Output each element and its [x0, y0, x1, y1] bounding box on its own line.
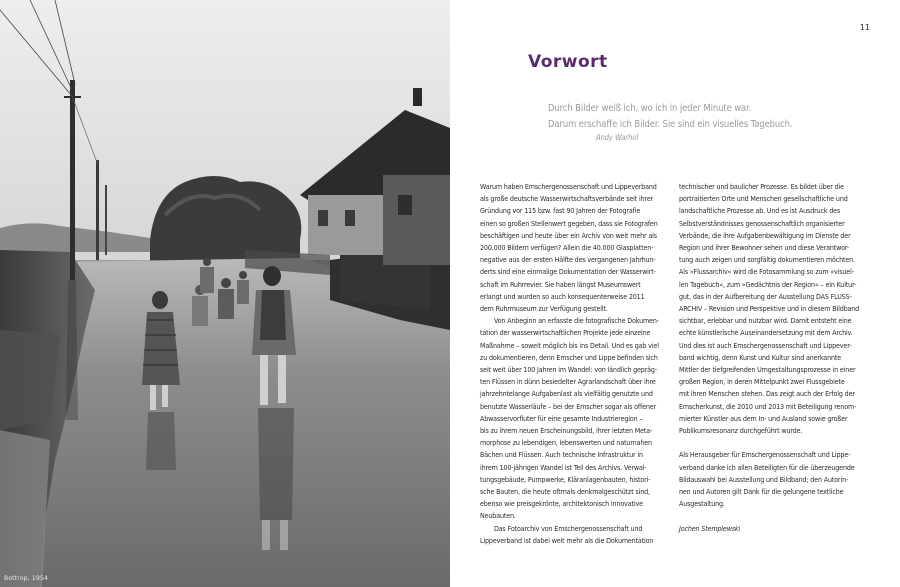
- text-page: [450, 0, 900, 587]
- body-text-line: als große deutsche Wasserwirtschaftsverbände seit ihrer: [480, 194, 654, 204]
- body-text-line: morphose zu lebendigen, lebenswerten und naturnahen: [480, 438, 652, 448]
- body-text-line: Und dies ist auch Emschergenossenschaft und Lippever-: [679, 340, 852, 350]
- body-text-line: Verbände, die ihre Aufgabenbewältigung im Dienste der: [679, 230, 851, 240]
- body-text-line: jahrzehntelange Aufgabenlast als vielfältig genutzte und: [480, 389, 653, 399]
- body-text-line: ebenso wie preisgekrönte, architektonisch innovative: [480, 499, 643, 509]
- body-text-line: band wichtig, denn Kunst und Kultur sind anerkannte: [679, 352, 841, 362]
- body-text-line: einen so großen Stellenwert gegeben, dass sie Fotografen: [480, 218, 658, 228]
- body-text-line: Publikumsresonanz durchgeführt wurde.: [679, 426, 803, 436]
- body-text-line: nen und Autoren gilt Dank für die gelungene textliche: [679, 487, 844, 497]
- body-column-left: [480, 181, 676, 547]
- body-text-line: zu dokumentieren, denn Emscher und Lippe befinden sich: [480, 352, 658, 362]
- body-column-right: [679, 181, 879, 535]
- body-text-line: erlangt und wurden so auch konsequenterweise 2011: [480, 291, 645, 301]
- body-text-line: tation der wasserwirtschaftlichen Projekte jede einzelne: [480, 328, 651, 338]
- page-number: 11: [859, 23, 870, 32]
- body-text-line: mit ihren Menschen stehen. Das zeigt auch der Erfolg der: [679, 389, 855, 399]
- body-text-line: gut, das in der Aufbereitung der Ausstellung DAS FLUSS-: [679, 291, 852, 301]
- page-title: Vorwort: [528, 52, 608, 72]
- body-text-line: Abwasservorfluter für eine gesamte Industrieregion –: [480, 413, 643, 423]
- body-text-line: ten Flüssen in dünn besiedelter Agrarlandschaft über ihre: [480, 377, 656, 387]
- body-text-line: tungsgebäude, Pumpwerke, Kläranlagenbauten, histori-: [480, 474, 651, 484]
- body-text-line: schaft im Ruhrrevier. Sie haben längst Museumswert: [480, 279, 641, 289]
- body-text-line: technischer und baulicher Prozesse. Es bildet über die: [679, 182, 844, 191]
- body-text-line: landschaftliche Prozesse ab. Und es ist Ausdruck des: [679, 206, 841, 216]
- body-text-line: echte künstlerische Auseinandersetzung mit dem Archiv.: [679, 328, 853, 338]
- body-text-line: Als Herausgeber für Emschergenossenschaft und Lippe-: [679, 450, 851, 460]
- body-text-line: 200.000 Bildern verfügen? Allein die 40.000 Glasplatten-: [480, 243, 654, 253]
- body-text-line: len Tagebuch«, zum »Gedächtnis der Region« – ein Kultur-: [679, 279, 857, 289]
- body-text-line: benutzte Wasserläufe – bei der Emscher sogar als offener: [480, 401, 656, 411]
- body-text-line: Emscherkunst, die 2010 und 2013 mit Beteiligung renom-: [679, 401, 857, 411]
- body-text-line: Ausgestaltung.: [679, 499, 725, 509]
- body-text-line: sche Bauten, die heute oftmals denkmalgeschützt sind,: [480, 487, 650, 497]
- body-text-line: Mittler der tiefgreifenden Umgestaltungsprozesse in einer: [679, 365, 856, 375]
- body-text-line: seit weit über 100 Jahren im Wandel: von ländlich gepräg-: [480, 365, 657, 375]
- body-text-line: ARCHIV – Revision und Perspektive und in diesem Bildband: [679, 304, 860, 314]
- body-text-line: Von Anbeginn an erfasste die fotografische Dokumen-: [494, 316, 659, 326]
- body-text-line: tung auch zeigen und sorgfältig dokumentieren möchten.: [679, 255, 855, 265]
- body-text-line: Neubauten.: [480, 511, 516, 521]
- body-text-line: ihrem 100-jährigen Wandel ist Teil des Archivs. Verwal-: [480, 462, 647, 472]
- body-text-line: Gründung vor 115 bzw. fast 90 Jahren der Fotografie: [480, 206, 641, 216]
- body-text-line: Warum haben Emschergenossenschaft und Lippeverband: [480, 182, 657, 191]
- body-text-line: verband danke ich allen Beteiligten für die überzeugende: [679, 462, 855, 472]
- body-text-line: portraitierten Orte und Menschen gesellschaftliche und: [679, 194, 848, 204]
- body-text-line: Selbstverständnisses genossenschaftlich organisierter: [679, 218, 845, 228]
- body-text-line: bis zu ihrem neuen Erscheinungsbild, ihrer letzten Meta-: [480, 426, 653, 436]
- body-text-line: dem Ruhrmuseum zur Verfügung gestellt.: [480, 304, 608, 314]
- epigraph-author: Andy Warhol: [596, 133, 639, 142]
- body-text-line: Bildauswahl bei Ausstellung und Bildband; den Autorin-: [679, 474, 849, 484]
- author-signature: Jochen Stemplewski: [679, 523, 741, 533]
- epigraph-quote: [548, 101, 858, 143]
- body-text-line: sichtbar, erlebbar und nutzbar wird. Damit entsteht eine: [679, 316, 852, 326]
- body-text-line: großen Region, in deren Mittelpunkt zwei Flussgebiete: [679, 377, 845, 387]
- body-text-line: mierter Künstler aus dem In- und Ausland sowie großer: [679, 413, 848, 423]
- body-text-line: Als »Flussarchiv« wird die Fotosammlung so zum »visuel-: [679, 267, 854, 277]
- paragraph-gap: [679, 437, 879, 449]
- epigraph-line: Darum erschaffe ich Bilder. Sie sind ein visuelles Tagebuch.: [548, 118, 793, 130]
- photo-caption: Bottrop, 1954: [4, 575, 48, 582]
- body-text-line: derts sind eine einmalige Dokumentation der Wasserwirt-: [480, 267, 656, 277]
- body-text-line: Maßnahme – soweit möglich bis ins Detail. Und es gab viel: [480, 340, 659, 350]
- body-text-line: Bächen und Flüssen. Auch technische Infrastruktur in: [480, 450, 643, 460]
- body-text-line: beschäftigen und heute über ein Archiv von weit mehr als: [480, 230, 657, 240]
- epigraph-line: Durch Bilder weiß ich, wo ich in jeder Minute war.: [548, 103, 752, 114]
- body-text-line: Das Fotoarchiv von Emschergenossenschaft und: [494, 523, 643, 533]
- body-text-line: Region und ihrer Bewohner sehen und diese Verantwor-: [679, 243, 850, 253]
- body-text-line: negative aus der ersten Hälfte des vergangenen Jahrhun-: [480, 255, 656, 265]
- body-text-line: Lippeverband ist dabei weit mehr als die Dokumentation: [480, 535, 654, 545]
- paragraph-gap: [679, 510, 879, 522]
